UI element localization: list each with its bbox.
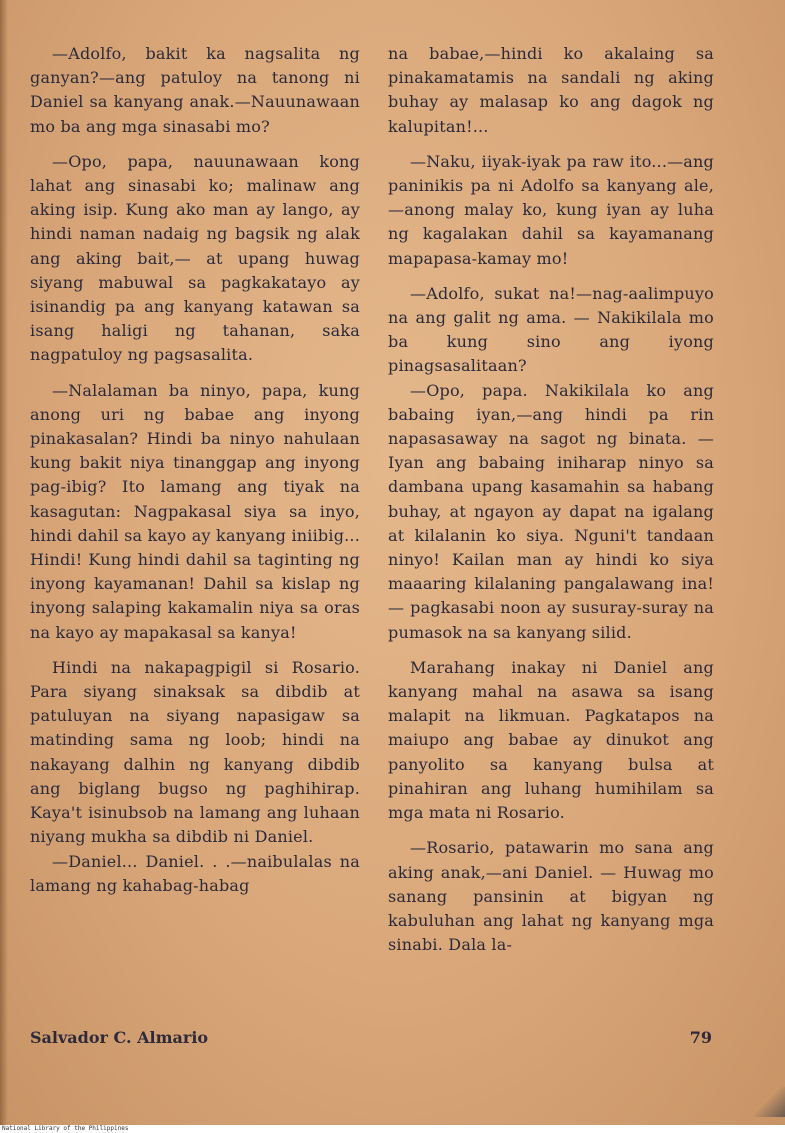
paragraph: —Opo, papa, nauunawaan kong lahat ang sinasabi ko; malinaw ang aking isip. Kung ako man ay lango, ay hindi naman nadaig ng bagsik ng alak ang aking bait,— at upang huwag siyang mabuwal sa pagkakatayo ay isinandig pa ang kanyang katawan sa isang haligi ng tahanan, saka nagpatuloy ng pagsasalita. [30,151,360,365]
page-footer [30,1028,712,1047]
paragraph: —Nalalaman ba ninyo, papa, kung anong uri ng babae ang inyong pinakasalan? Hindi ba ninyo nahulaan kung bakit niya tinanggap ang inyong pag-ibig? Ito lamang ang tiyak na kasagutan: Nagpakasal siya sa inyo, hindi dahil sa kayo ay kanyang iniibig... Hindi! Kung hindi dahil sa taginting ng inyong kayamanan! Dahil sa kislap ng inyong salaping kakamalin niya sa oras na kayo ay mapakasal sa kanya! [30,380,360,642]
left-column [30,42,360,909]
paragraph: —Naku, iiyak-iyak pa raw ito...—ang paninikis pa ni Adolfo sa kanyang ale,—anong malay ko, kung iyan ay luha ng kagalakan dahil sa kayamanang mapapasa-kamay mo! [388,151,714,268]
paragraph: —Rosario, patawarin mo sana ang aking anak,—ani Daniel. — Huwag mo sanang pansinin at bigyan ng kabuluhan ang lahat ng kanyang mga sinabi. Dala la- [388,838,714,955]
paragraph: na babae,—hindi ko akalaing sa pinakamatamis na sandali ng aking buhay ay malasap ko ang dagok ng kalupitan!... [388,44,714,136]
paragraph: —Adolfo, bakit ka nagsalita ng ganyan?—ang patuloy na tanong ni Daniel sa kanyang anak.—Nauunawaan mo ba ang mga sinasabi mo? [30,44,360,136]
right-column [388,42,714,968]
author-name: Salvador C. Almario [30,1028,209,1047]
library-credit: National Library of the Philippines [0,1125,785,1133]
paragraph: —Daniel... Daniel. . .—naibulalas na lamang ng kahabag-habag [30,851,360,895]
page-corner-shadow [745,1087,785,1117]
page-number: 79 [689,1028,712,1047]
paragraph: Marahang inakay ni Daniel ang kanyang mahal na asawa sa isang malapit na likmuan. Pagkatapos na maiupo ang babae ay dinukot ang panyolito sa kanyang bulsa at pinahiran ang luhang humihilam sa mga mata ni Rosario. [388,657,714,823]
paragraph: —Opo, papa. Nakikilala ko ang babaing iyan,—ang hindi pa rin napasasaway na sagot ng binata. —Iyan ang babaing iniharap ninyo sa dambana upang kasamahin sa habang buhay, at ngayon ay dapat na igalang at kilalanin ko siya. Nguni't tandaan ninyo! Kailan man ay hindi ko siya maaaring kilalaning pangalawang ina! — pagkasabi noon ay susuray-suray na pumasok na sa kanyang silid. [388,380,714,642]
paragraph: —Adolfo, sukat na!—nag-aalimpuyo na ang galit ng ama. — Nakikilala mo ba kung sino ang iyong pinagsasalitaan? [388,283,714,376]
paragraph: Hindi na nakapagpigil si Rosario. Para siyang sinaksak sa dibdib at patuluyan na siyang napasigaw sa matinding sama ng loob; hindi na nakayang dalhin ng kanyang dibdib ang biglang bugso ng paghihirap. Kaya't isinubsob na lamang ang luhaan niyang mukha sa dibdib ni Daniel. [30,657,360,847]
page-spine-shadow [0,0,8,1125]
